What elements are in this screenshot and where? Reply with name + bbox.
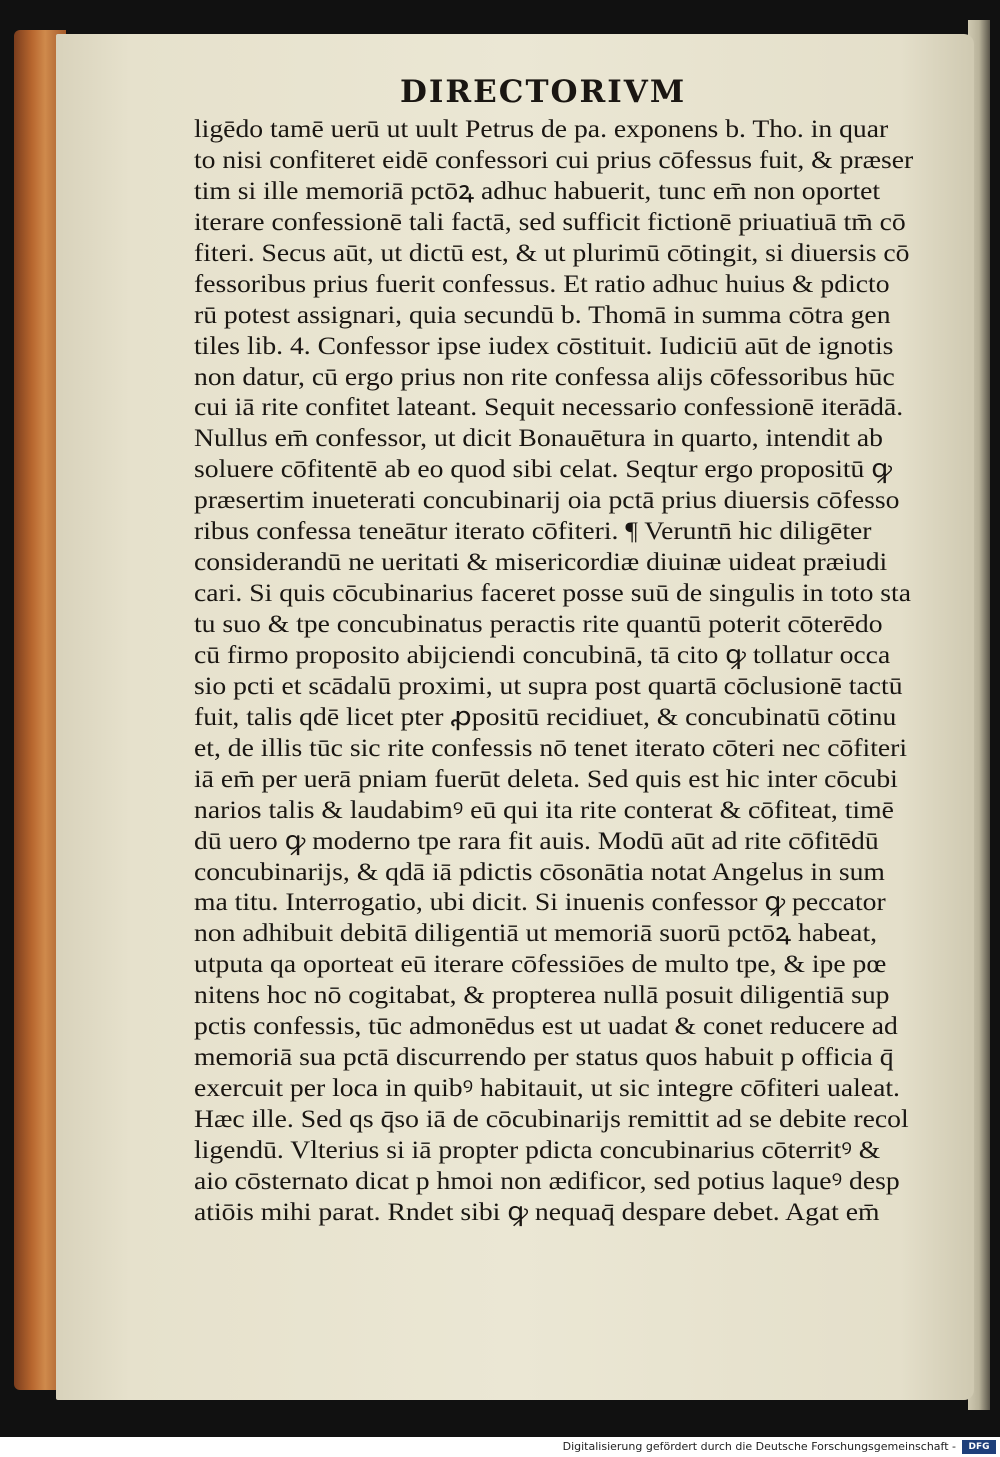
text-line: cui iā rite confitet lateant. Sequit necessario confessionē iterādā. (194, 392, 904, 422)
text-line: fiteri. Secus aūt, ut dictū est, & ut plurimū cōtingit, si diuersis cō (194, 237, 910, 267)
text-line: exercuit per loca in quibꝰ habitauit, ut sic integre cōfiteri ualeat. (194, 1073, 900, 1103)
text-line: tim si ille memoriā pctōꝝ adhuc habuerit, tunc em̄ non oportet (194, 175, 881, 205)
text-line: Nullus em̄ confessor, ut dicit Bonauētura in quarto, intendit ab (194, 423, 884, 453)
text-line: non adhibuit debitā diligentiā ut memoriā suorū pctōꝝ habeat, (194, 918, 878, 948)
text-line: aio cōsternato dicat p hmoi non ædificor, sed potius laqueꝰ desp (194, 1165, 900, 1195)
text-line: soluere cōfitentē ab eo quod sibi celat. Seqtur ergo propositū ꝙ (194, 454, 893, 484)
text-line: to nisi confiteret eidē confessori cui prius cōfessus fuit, & præser (194, 144, 914, 174)
text-line: memoriā sua pctā discurrendo per status quos habuit p officia q̄ (194, 1042, 894, 1072)
text-line: rū potest assignari, quia secundū b. Thomā in summa cōtra gen (194, 299, 891, 329)
text-line: nitens hoc nō cogitabat, & propterea nullā posuit diligentiā sup (194, 980, 890, 1010)
text-line: cari. Si quis cōcubinarius faceret posse suū de singulis in toto sta (194, 578, 912, 608)
text-line: ligēdo tamē uerū ut uult Petrus de pa. exponens b. Tho. in quar (194, 114, 889, 143)
text-line: præsertim inueterati concubinarij oia pctā prius diuersis cōfesso (194, 485, 900, 515)
text-line: Hæc ille. Sed qs q̄so iā de cōcubinarijs remittit ad se debite recol (194, 1104, 909, 1133)
digitization-footer (0, 1437, 1000, 1457)
text-line: concubinarijs, & qdā iā pdictis cōsonātia notat Angelus in sum (194, 856, 885, 886)
text-line: ligendū. Vlterius si iā propter pdicta concubinarius cōterritꝰ & (194, 1134, 881, 1164)
text-line: cū firmo proposito abijciendi concubinā, tā cito ꝙ tollatur occa (194, 639, 891, 669)
text-line: ribus confessa teneātur iterato cōfiteri. ¶ Veruntn̄ hic diligēter (194, 516, 872, 546)
text-line: iā em̄ per uerā pniam fuerūt deleta. Sed quis est hic inter cōcubi (194, 763, 898, 793)
text-line: iterare confessionē tali factā, sed sufficit fictionē priuatiuā tm̄ cō (194, 206, 906, 236)
body-text (194, 114, 934, 1228)
text-line: considerandū ne ueritati & misericordiæ diuinæ uideat præiudi (194, 547, 888, 577)
text-line: tiles lib. 4. Confessor ipse iudex cōstituit. Iudiciū aūt de ignotis (194, 330, 894, 360)
text-line: fuit, talis qdē licet pter ꝓpositū recidiuet, & concubinatū cōtinu (194, 701, 897, 731)
funding-notice: Digitalisierung gefördert durch die Deutsche Forschungsgemeinschaft - (562, 1440, 956, 1453)
running-title: DIRECTORIVM (400, 74, 687, 110)
text-line: pctis confessis, tūc admonēdus est ut uadat & conet reducere ad (194, 1011, 898, 1041)
text-line: et, de illis tūc sic rite confessis nō tenet iterato cōteri nec cōfiteri (194, 732, 908, 762)
text-line: ma titu. Interrogatio, ubi dicit. Si inuenis confessor ꝙ peccator (194, 887, 886, 917)
text-line: non datur, cū ergo prius non rite confessa alijs cōfessoribus hūc (194, 361, 895, 391)
text-line: utputa qa oporteat eū iterare cōfessiōes de multo tpe, & ipe pœ (194, 949, 887, 979)
text-line: fessoribus prius fuerit confessus. Et ratio adhuc huius & pdicto (194, 268, 890, 298)
text-line: sio pcti et scādalū proximi, ut supra post quartā cōclusionē tactū (194, 670, 903, 700)
text-line: tu suo & tpe concubinatus peractis rite quantū poterit cōterēdo (194, 609, 883, 638)
dfg-logo[interactable]: DFG (962, 1440, 996, 1454)
text-line: atiōis mihi parat. Rndet sibi ꝙ nequaq̄ despare debet. Agat em̄ (194, 1196, 880, 1226)
text-line: narios talis & laudabimꝰ eū qui ita rite conterat & cōfiteat, timē (194, 794, 894, 824)
text-line: dū uero ꝙ moderno tpe rara fit auis. Modū aūt ad rite cōfitēdū (194, 825, 879, 855)
